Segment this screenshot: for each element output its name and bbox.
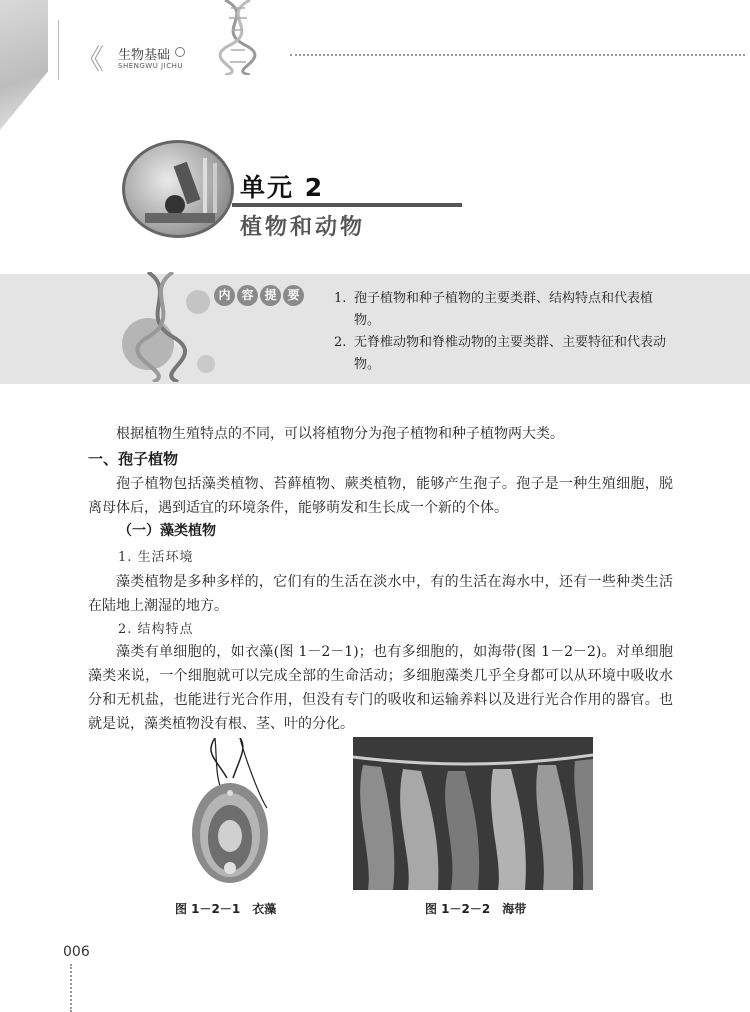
summary-item-text: 孢子植物和种子植物的主要类群、结构特点和代表植物。 <box>354 291 654 328</box>
figure-caption: 图 1－2－1 衣藻 <box>175 902 277 916</box>
header-divider <box>58 20 59 80</box>
header-dotted-rule <box>290 54 745 56</box>
book-title: 生物基础 <box>118 48 171 63</box>
unit-title: 单元 2 <box>240 173 325 202</box>
back-chevron-icon: 《 <box>76 43 99 76</box>
unit-subtitle: 植物和动物 <box>240 214 366 240</box>
header-bullet-icon <box>175 47 185 57</box>
point-paragraph: 藻类植物是多种多样的，它们有的生活在淡水中，有的生活在海水中，还有一些种类生活在陆地上潮湿的地方。 <box>88 574 673 614</box>
corner-tab-decoration <box>0 0 48 130</box>
dna-helix-icon <box>205 0 275 75</box>
subsection-heading: （一）藻类植物 <box>118 523 216 539</box>
badge-char: 容 <box>237 285 258 306</box>
badge-char: 提 <box>260 285 281 306</box>
badge-char: 内 <box>214 285 235 306</box>
summary-item <box>334 332 674 376</box>
section-heading: 一、孢子植物 <box>88 450 179 468</box>
dna-sphere-illustration <box>118 272 218 382</box>
point-heading: 2. 结构特点 <box>118 622 194 637</box>
intro-paragraph: 根据植物生殖特点的不同，可以将植物分为孢子植物和种子植物两大类。 <box>116 426 564 442</box>
point-paragraph: 藻类有单细胞的，如衣藻(图 1－2－1)；也有多细胞的，如海带(图 1－2－2)。对单细胞藻类来说，一个细胞就可以完成全部的生命活动；多细胞藻类几乎全身都可以从环境中吸收水分和无机盐，也能进行光合作用，但没有专门的吸收和运输养料以及进行光合作用的器官。也就是说，藻类植物没有根、茎、叶的分化。 <box>88 644 673 732</box>
page-dotted-line <box>70 964 72 1012</box>
summary-item-text: 无脊椎动物和脊椎动物的主要类群、主要特征和代表动物。 <box>354 335 667 372</box>
point-heading: 1. 生活环境 <box>118 550 194 565</box>
chlamydomonas-figure <box>185 738 275 886</box>
summary-list <box>334 288 674 376</box>
summary-item <box>334 288 674 332</box>
kelp-photo <box>353 737 593 890</box>
badge-char: 要 <box>283 285 304 306</box>
unit-title-rule <box>232 203 462 207</box>
figure-caption: 图 1－2－2 海带 <box>425 902 527 916</box>
summary-item-number: 2. <box>334 335 347 350</box>
section-paragraph: 孢子植物包括藻类植物、苔藓植物、蕨类植物，能够产生孢子。孢子是一种生殖细胞，脱离母体后，遇到适宜的环境条件，能够萌发和生长成一个新的个体。 <box>88 476 673 516</box>
unit-microscope-image <box>122 140 234 238</box>
summary-badge <box>214 285 304 306</box>
page-number: 006 <box>63 944 90 960</box>
summary-item-number: 1. <box>334 291 347 306</box>
book-pinyin: SHENGWU JICHU <box>118 62 183 70</box>
